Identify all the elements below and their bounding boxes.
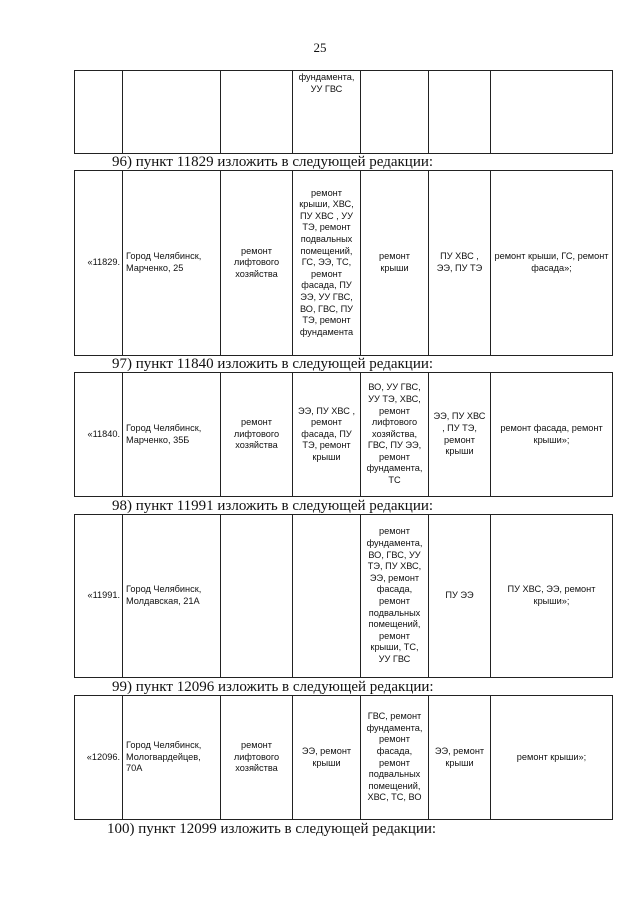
- cell-num: «11840.: [75, 373, 123, 497]
- cell-c4: ЭЭ, ПУ ХВС , ремонт фасада, ПУ ТЭ, ремонт крыши: [293, 373, 361, 497]
- cell-address: Город Челябинск, Марченко, 35Б: [123, 373, 221, 497]
- cell-address: Город Челябинск, Мологвардейцев, 70А: [123, 696, 221, 820]
- section-heading-99: 99) пункт 12096 изложить в следующей редакции:: [112, 679, 434, 695]
- cell-c6: ПУ ЭЭ: [429, 515, 491, 678]
- cell-c3: [221, 515, 293, 678]
- cell-c4: ремонт крыши, ХВС, ПУ ХВС , УУ ТЭ, ремонт подвальных помещений, ГС, ЭЭ, ТС, ремонт фасада, ПУ ЭЭ, УУ ГВС, ВО, ГВС, ПУ ТЭ, ремонт фундамента: [293, 171, 361, 356]
- page-number: 25: [313, 40, 327, 55]
- cell-num: «11991.: [75, 515, 123, 678]
- table-row: [75, 373, 613, 497]
- cell-num: «12096.: [75, 696, 123, 820]
- section-heading-97: 97) пункт 11840 изложить в следующей редакции:: [112, 356, 434, 372]
- table-row: [75, 696, 613, 820]
- cell-num: [75, 71, 123, 154]
- cell-c7: ремонт фасада, ремонт крыши»;: [491, 373, 613, 497]
- section-heading-98: 98) пункт 11991 изложить в следующей редакции:: [112, 498, 434, 514]
- cell-address: Город Челябинск, Молдавская, 21А: [123, 515, 221, 678]
- table-11991: [74, 514, 613, 678]
- cell-address: [123, 71, 221, 154]
- table-continuation: [74, 70, 613, 154]
- table-11829: [74, 170, 613, 356]
- cell-c4: фундамента, УУ ГВС: [293, 71, 361, 154]
- cell-c5: ГВС, ремонт фундамента, ремонт фасада, ремонт подвальных помещений, ХВС, ТС, ВО: [361, 696, 429, 820]
- table-row: [75, 71, 613, 154]
- cell-c5: ремонт крыши: [361, 171, 429, 356]
- cell-c3: ремонт лифтового хозяйства: [221, 696, 293, 820]
- table-row: [75, 515, 613, 678]
- cell-c4: [293, 515, 361, 678]
- cell-c5: ремонт фундамента, ВО, ГВС, УУ ТЭ, ПУ ХВС, ЭЭ, ремонт фасада, ремонт подвальных помещений, ремонт крыши, ТС, УУ ГВС: [361, 515, 429, 678]
- cell-c7: ПУ ХВС, ЭЭ, ремонт крыши»;: [491, 515, 613, 678]
- section-heading-100: 100) пункт 12099 изложить в следующей редакции:: [107, 821, 437, 837]
- cell-c7: [491, 71, 613, 154]
- table-12096: [74, 695, 613, 820]
- cell-c7: ремонт крыши»;: [491, 696, 613, 820]
- cell-c6: ПУ ХВС , ЭЭ, ПУ ТЭ: [429, 171, 491, 356]
- section-heading-96: 96) пункт 11829 изложить в следующей редакции:: [112, 154, 434, 170]
- cell-c4: ЭЭ, ремонт крыши: [293, 696, 361, 820]
- table-row: [75, 171, 613, 356]
- cell-c3: ремонт лифтового хозяйства: [221, 373, 293, 497]
- cell-c6: ЭЭ, ремонт крыши: [429, 696, 491, 820]
- cell-num: «11829.: [75, 171, 123, 356]
- cell-address: Город Челябинск, Марченко, 25: [123, 171, 221, 356]
- cell-c7: ремонт крыши, ГС, ремонт фасада»;: [491, 171, 613, 356]
- cell-c5: ВО, УУ ГВС, УУ ТЭ, ХВС, ремонт лифтового хозяйства, ГВС, ПУ ЭЭ, ремонт фундамента, ТС: [361, 373, 429, 497]
- cell-c5: [361, 71, 429, 154]
- cell-c6: ЭЭ, ПУ ХВС , ПУ ТЭ, ремонт крыши: [429, 373, 491, 497]
- cell-c6: [429, 71, 491, 154]
- cell-c3: [221, 71, 293, 154]
- table-11840: [74, 372, 613, 497]
- cell-c3: ремонт лифтового хозяйства: [221, 171, 293, 356]
